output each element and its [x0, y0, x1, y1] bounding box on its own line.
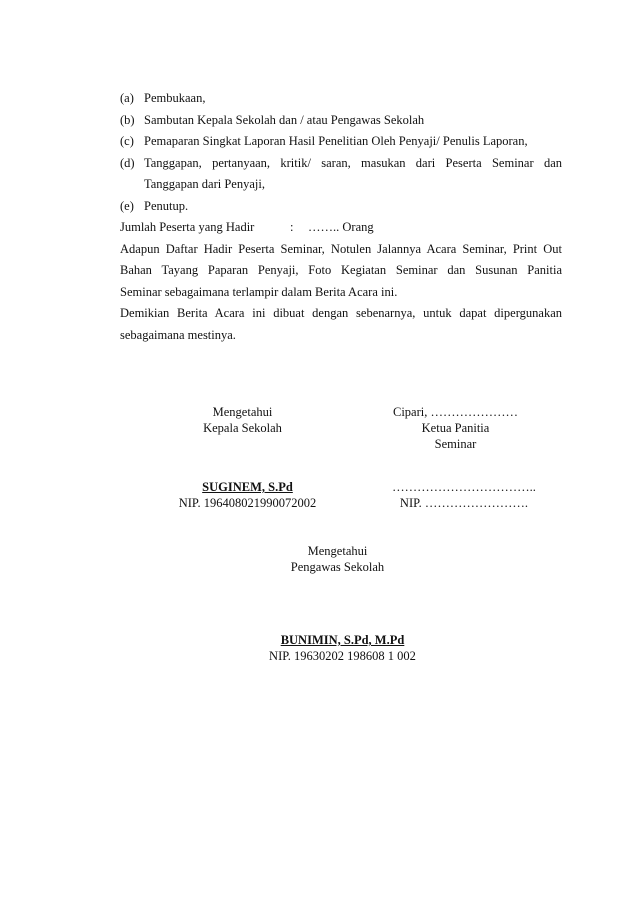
- attendance-row: [120, 217, 562, 239]
- bottom-signature-name-block: [250, 632, 435, 664]
- agenda-marker: (a): [120, 91, 134, 105]
- right-signature-header: [388, 404, 523, 452]
- attendance-label: Jumlah Peserta yang Hadir: [120, 220, 255, 234]
- agenda-text: Penutup.: [144, 198, 189, 213]
- agenda-item-a: [120, 88, 562, 110]
- left-signature-header: [170, 404, 315, 436]
- bottom-sig-name: BUNIMIN, S.Pd, M.Pd: [280, 633, 405, 647]
- right-sig-line3: Seminar: [434, 437, 477, 451]
- agenda-marker: (b): [120, 112, 135, 127]
- right-sig-place-date: Cipari, …………………: [393, 405, 518, 419]
- right-signature-name-block: [384, 479, 544, 511]
- bottom-signature-header: [265, 543, 410, 575]
- agenda-item-d: [120, 153, 562, 175]
- paragraph2-line-2: sebagaimana mestinya.: [120, 327, 236, 342]
- bottom-sig-nip: NIP. 19630202 198608 1 002: [269, 649, 416, 663]
- paragraph1-line-1: Adapun Daftar Hadir Peserta Seminar, Notulen Jalannya Acara Seminar, Print Out: [120, 241, 562, 256]
- agenda-marker: (c): [120, 134, 134, 148]
- document-body: [120, 88, 562, 346]
- right-sig-nip: NIP. …………………….: [399, 496, 529, 510]
- agenda-marker: (e): [120, 198, 134, 213]
- agenda-item-d-continuation: Tanggapan dari Penyaji,: [144, 177, 265, 191]
- agenda-text: Sambutan Kepala Sekolah dan / atau Pengawas Sekolah: [144, 112, 425, 127]
- attendance-value: …….. Orang: [308, 220, 374, 234]
- left-signature-name-block: [160, 479, 335, 511]
- bottom-sig-line1: Mengetahui: [307, 544, 368, 558]
- paragraph1-line-3: Seminar sebagaimana terlampir dalam Berita Acara ini.: [120, 284, 398, 299]
- agenda-text: Pembukaan,: [144, 91, 206, 105]
- agenda-item-e: [120, 196, 562, 218]
- attendance-colon: :: [290, 220, 294, 234]
- agenda-item-b: [120, 110, 562, 132]
- bottom-sig-line2: Pengawas Sekolah: [290, 560, 385, 574]
- paragraph1-line-2: Bahan Tayang Paparan Penyaji, Foto Kegiatan Seminar dan Susunan Panitia: [120, 263, 562, 277]
- right-sig-line2: Ketua Panitia: [421, 421, 490, 435]
- agenda-item-c: [120, 131, 562, 153]
- left-sig-name: SUGINEM, S.Pd: [202, 480, 293, 494]
- left-sig-line2: Kepala Sekolah: [203, 421, 282, 435]
- agenda-text: Pemaparan Singkat Laporan Hasil Penelitian Oleh Penyaji/ Penulis Laporan,: [144, 134, 528, 148]
- agenda-text: Tanggapan, pertanyaan, kritik/ saran, masukan dari Peserta Seminar dan: [144, 155, 562, 170]
- right-sig-name: ……………………………..: [392, 480, 536, 494]
- agenda-marker: (d): [120, 155, 135, 170]
- paragraph2-line-1: Demikian Berita Acara ini dibuat dengan sebenarnya, untuk dapat dipergunakan: [120, 306, 562, 320]
- left-sig-line1: Mengetahui: [212, 405, 273, 419]
- left-sig-nip: NIP. 196408021990072002: [178, 496, 317, 510]
